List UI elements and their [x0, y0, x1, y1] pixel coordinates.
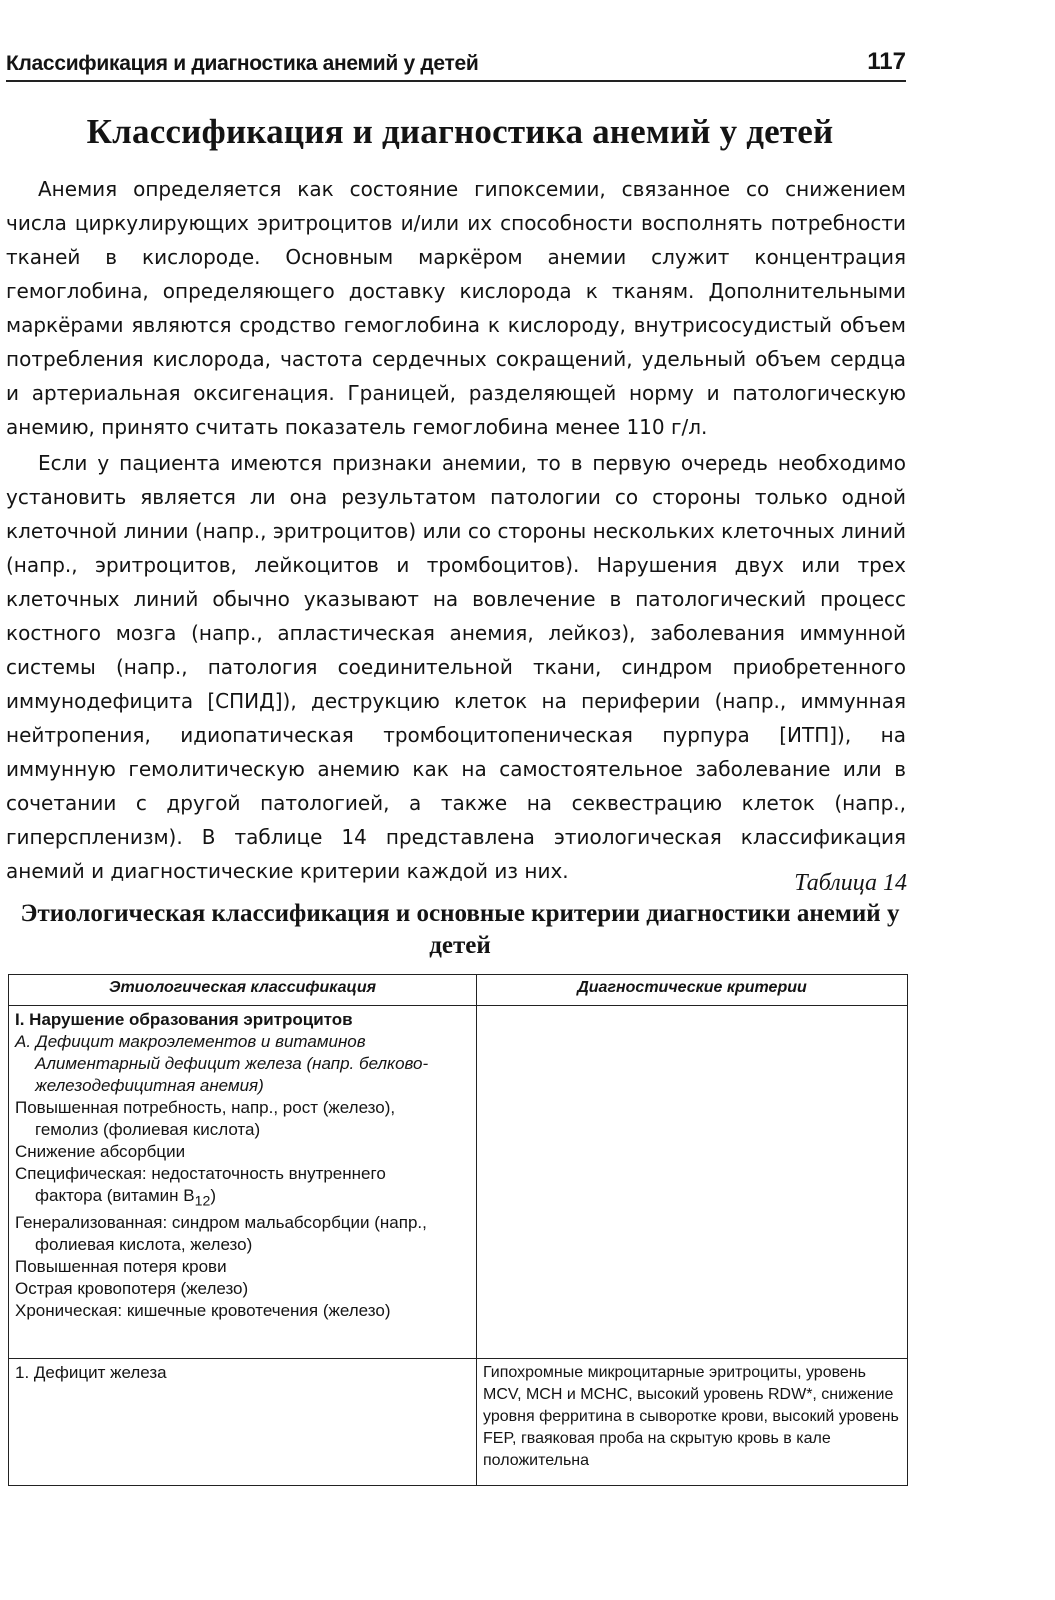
paragraph-1: Анемия определяется как состояние гипоксемии, связанное со снижением числа циркулирующих эритроцитов и/или их способности восполнять потребности тканей в кислороде. Основным маркёром анемии служит концентрация гемоглобина, определяющего доставку кислорода к тканям. Дополнительными маркёрами являются сродство гемоглобина к кислороду, внутрисосудистый объем потребления кислорода, частота сердечных сокращений, удельный объем сердца и артериальная оксигенация. Границей, разделяющей норму и патологическую анемию, принято считать показатель гемоглобина менее 110 г/л.: [6, 177, 906, 439]
etiology-line: Повышенная потребность, напр., рост (железо),: [15, 1098, 396, 1117]
running-header: [6, 50, 906, 82]
etiology-line: Алиментарный дефицит железа (напр. белково-железодефицитная анемия): [35, 1054, 429, 1095]
etiology-line: фолиевая кислота, железо): [35, 1235, 253, 1255]
page-number: 117: [867, 48, 906, 75]
column-header-criteria: Диагностические критерии: [477, 975, 908, 1006]
table-title: Этиологическая классификация и основные критерии диагностики анемий у детей: [20, 900, 900, 959]
column-header-etiology: Этиологическая классификация: [9, 975, 477, 1006]
criteria-cell: Гипохромные микроцитарные эритроциты, уровень MCV, MCH и MCHC, высокий уровень RDW*, снижение уровня ферритина в сыворотке крови, высокий уровень FEP, гваяковая проба на скрытую кровь в кале положительна: [477, 1359, 908, 1486]
etiology-line: Специфическая: недостаточность внутреннего: [15, 1164, 386, 1183]
etiology-cell: 1. Дефицит железа: [9, 1359, 477, 1486]
etiology-line: Хроническая: кишечные кровотечения (железо): [15, 1301, 391, 1321]
criteria-cell: [477, 1006, 908, 1359]
table-label: Таблица 14: [794, 870, 907, 896]
chapter-title: Классификация и диагностика анемий у детей: [86, 112, 834, 151]
etiology-line: Генерализованная: синдром мальабсорбции (напр.,: [15, 1213, 427, 1233]
body-text: [6, 172, 906, 890]
etiology-table: [8, 974, 908, 1486]
etiology-line: гемолиз (фолиевая кислота): [35, 1120, 261, 1139]
subsection-heading: A. Дефицит макроэлементов и витаминов: [15, 1032, 366, 1051]
table-row: [9, 1006, 908, 1359]
paragraph-2: Если у пациента имеются признаки анемии, то в первую очередь необходимо установить является ли она результатом патологии со стороны только одной клеточной линии (напр., эритроцитов) или со стороны нескольких клеточных линий (напр., эритроцитов, лейкоцитов и тромбоцитов). Нарушения двух или трех клеточных линий обычно указывают на вовлечение в патологический процесс костного мозга (напр., апластическая анемия, лейкоз), заболевания иммунной системы (напр., патология соединительной ткани, синдром приобретенного иммунодефицита [СПИД]), деструкцию клеток на периферии (напр., иммунная нейтропения, идиопатическая тромбоцитопеническая пурпура [ИТП]), на иммунную гемолитическую анемию как на самостоятельное заболевание или в сочетании с другой патологией, а также на секвестрацию клеток (напр., гиперспленизм). В таблице 14 представлена этиологическая классификация анемий и диагностические критерии каждой из них.: [6, 451, 906, 883]
table-row: [9, 1359, 908, 1486]
etiology-line: Острая кровопотеря (железо): [15, 1279, 249, 1299]
closing-paren: ): [210, 1186, 217, 1205]
etiology-cell: [9, 1006, 477, 1359]
vitamin-subscript: 12: [194, 1193, 211, 1210]
section-heading: I. Нарушение образования эритроцитов: [15, 1010, 353, 1029]
etiology-line: [15, 1185, 470, 1212]
running-title: Классификация и диагностика анемий у детей: [6, 52, 479, 75]
table-header-row: [9, 975, 908, 1006]
vitamin-text: фактора (витамин B: [35, 1186, 195, 1205]
etiology-line: Повышенная потеря крови: [15, 1257, 227, 1277]
etiology-line: Снижение абсорбции: [15, 1142, 186, 1161]
